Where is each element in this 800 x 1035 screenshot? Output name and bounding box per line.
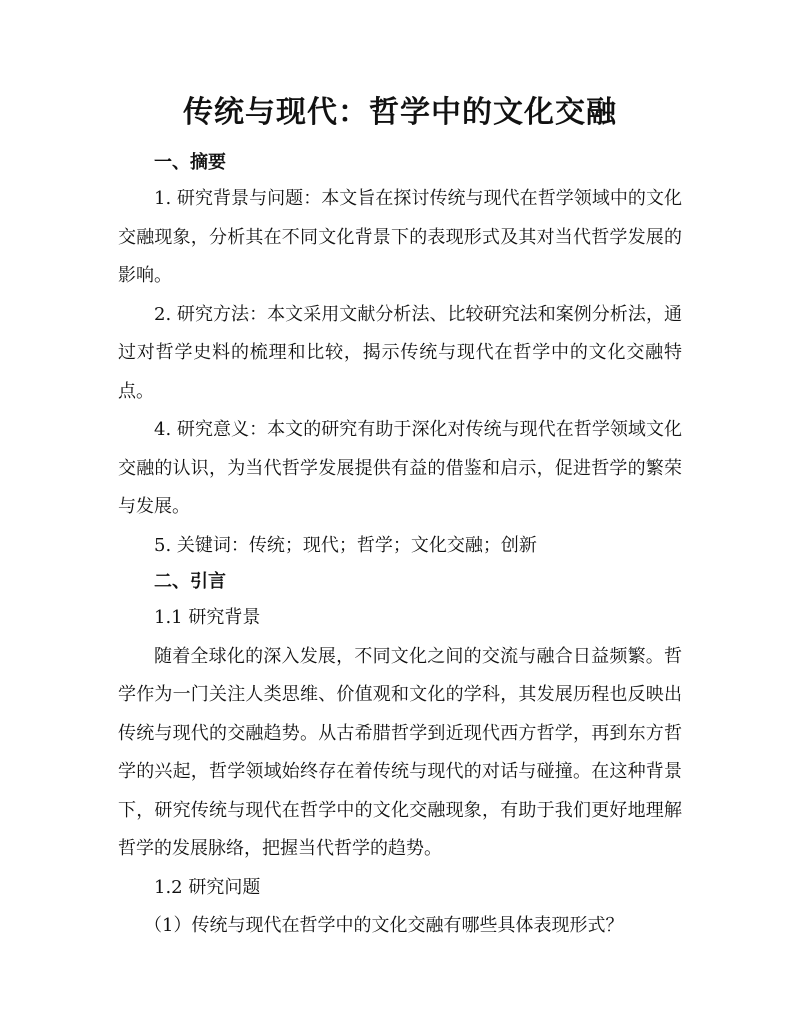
research-question-1: （1）传统与现代在哲学中的文化交融有哪些具体表现形式？ <box>144 915 624 936</box>
introduction-heading: 二、引言 <box>154 571 226 592</box>
abstract-heading: 一、摘要 <box>154 152 226 173</box>
section-title-background: 1.1 研究背景 <box>154 607 261 628</box>
abstract-item-keywords: 5. 关键词：传统；现代；哲学；文化交融；创新 <box>154 534 537 556</box>
document-title: 传统与现代：哲学中的文化交融 <box>183 95 617 130</box>
abstract-item-significance: 4. 研究意义：本文的研究有助于深化对传统与现代在哲学领域文化交融的认识，为当代哲学发展提供有益的借鉴和启示，促进哲学的繁荣与发展。 <box>118 419 682 517</box>
section-title-questions: 1.2 研究问题 <box>154 876 261 898</box>
section-paragraph-background: 随着全球化的深入发展，不同文化之间的交流与融合日益频繁。哲学作为一门关注人类思维、价值观和文化的学科，其发展历程也反映出传统与现代的交融趋势。从古希腊哲学到近现代西方哲学，再到东方哲学的兴起，哲学领域始终存在着传统与现代的对话与碰撞。在这种背景下，研究传统与现代在哲学中的文化交融现象，有助于我们更好地理解哲学的发展脉络，把握当代哲学的趋势。 <box>118 645 682 859</box>
abstract-item-method: 2. 研究方法：本文采用文献分析法、比较研究法和案例分析法，通过对哲学史料的梳理和比较，揭示传统与现代在哲学中的文化交融特点。 <box>118 303 682 402</box>
abstract-item-background: 1. 研究背景与问题：本文旨在探讨传统与现代在哲学领域中的文化交融现象，分析其在不同文化背景下的表现形式及其对当代哲学发展的影响。 <box>118 188 682 286</box>
